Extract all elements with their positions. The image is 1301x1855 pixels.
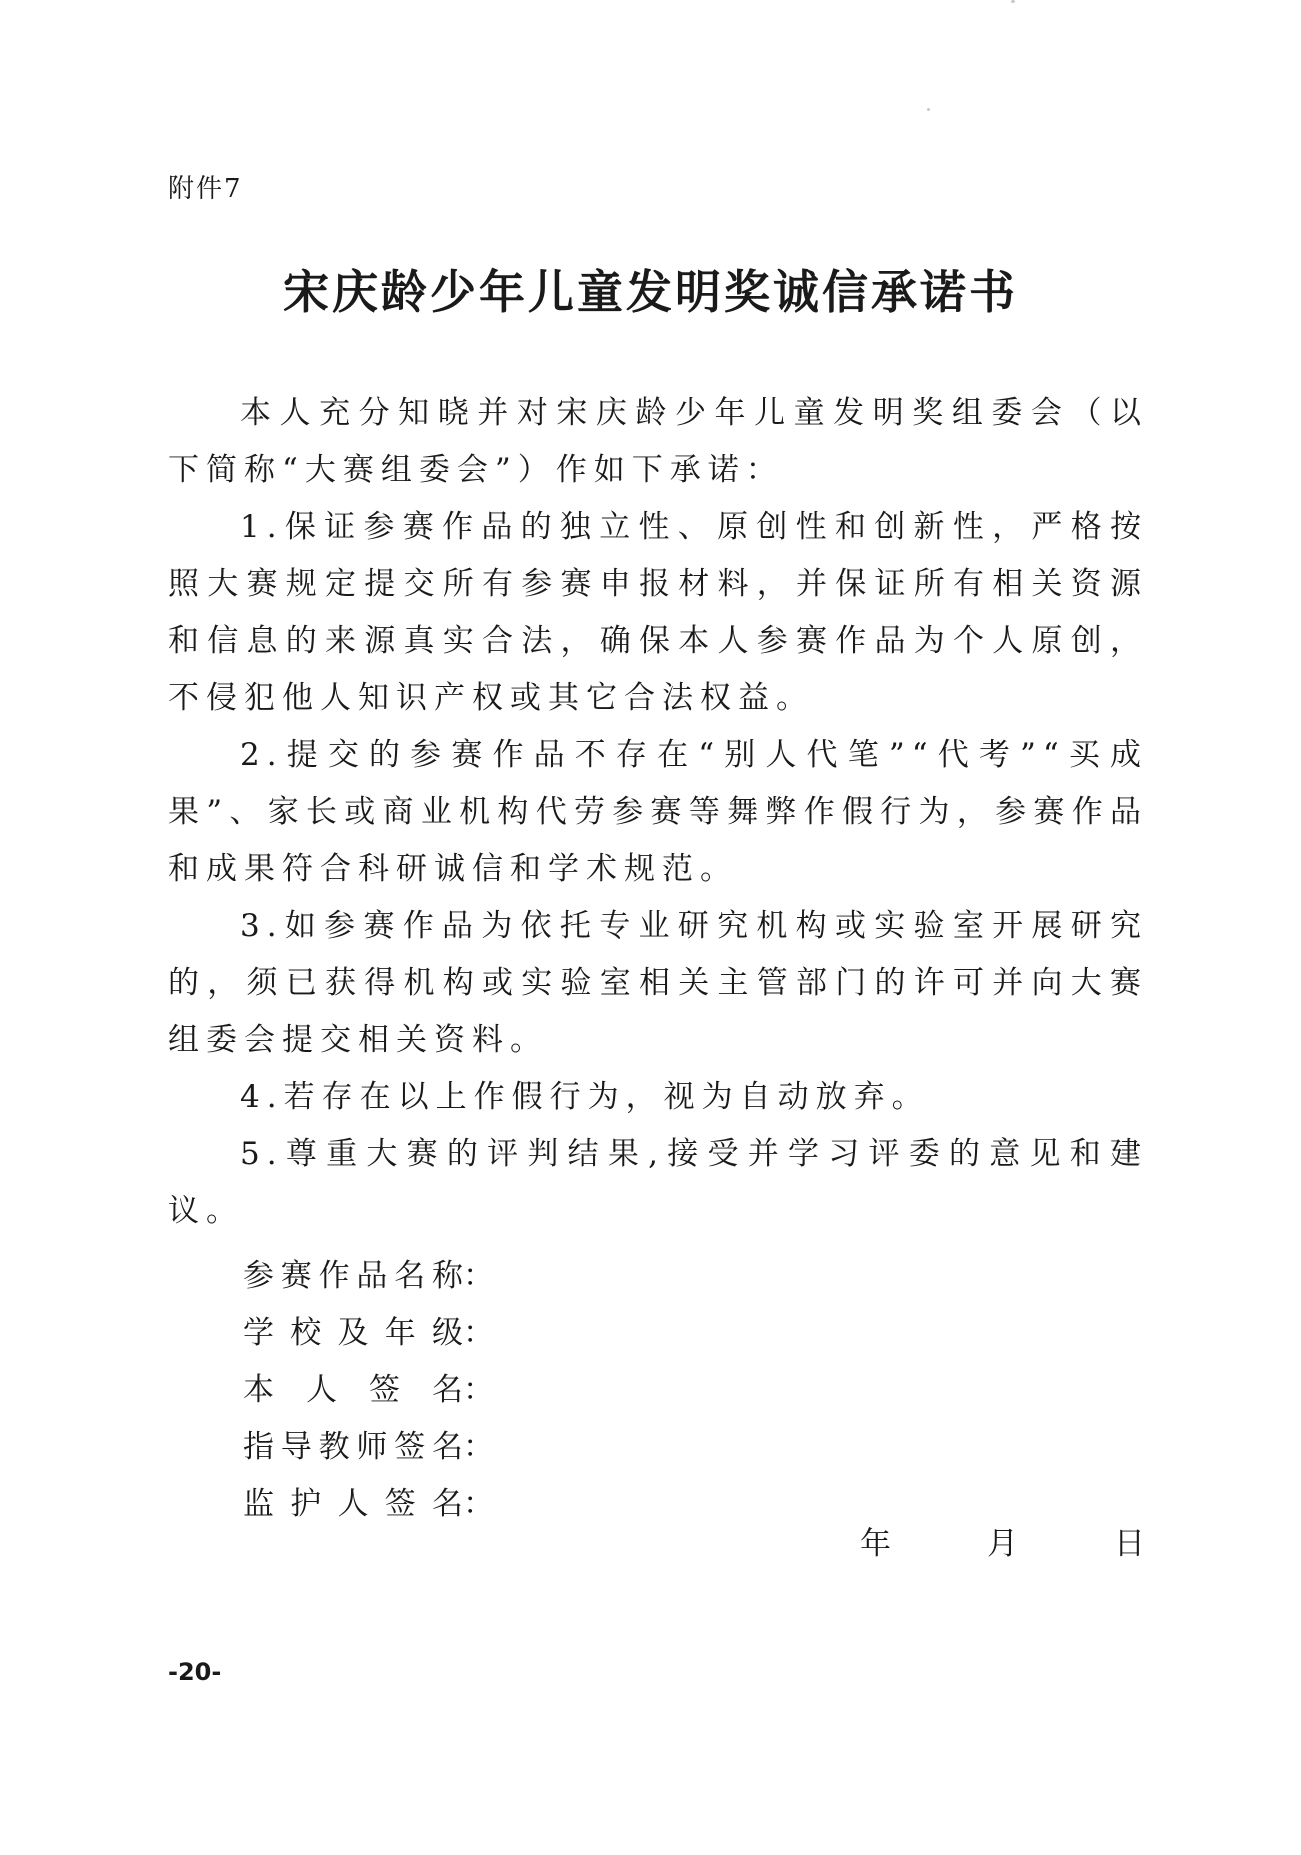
commitment-item-2: 2.提交的参赛作品不存在“别人代笔”“代考”“买成果”、家长或商业机构代劳参赛等舞弊作假行为，参赛作品和成果符合科研诚信和学术规范。 <box>168 737 1148 887</box>
guardian-signature-label: 监护人签名 <box>243 1486 463 1522</box>
work-name-label: 参赛作品名称 <box>243 1258 463 1294</box>
school-grade-row <box>243 1305 494 1362</box>
self-signature-row <box>243 1362 494 1419</box>
date-month: 月 <box>987 1526 1018 1562</box>
teacher-signature-row <box>243 1419 494 1476</box>
date-year: 年 <box>860 1526 891 1562</box>
guardian-signature-row <box>243 1476 494 1533</box>
commitment-item-1: 1.保证参赛作品的独立性、原创性和创新性，严格按照大赛规定提交所有参赛申报材料，并保证所有相关资源和信息的来源真实合法，确保本人参赛作品为个人原创，不侵犯他人知识产权或其它合法权益。 <box>168 509 1148 716</box>
field-colon: ： <box>463 1486 494 1522</box>
attachment-label: 附件7 <box>168 174 243 204</box>
field-colon: ： <box>463 1429 494 1465</box>
page-number: -20- <box>168 1658 222 1686</box>
field-colon: ： <box>463 1315 494 1351</box>
teacher-signature-label: 指导教师签名 <box>243 1429 463 1465</box>
commitment-item-3: 3.如参赛作品为依托专业研究机构或实验室开展研究的，须已获得机构或实验室相关主管部门的许可并向大赛组委会提交相关资料。 <box>168 908 1148 1058</box>
document-title: 宋庆龄少年儿童发明奖诚信承诺书 <box>283 265 1018 319</box>
scan-speck <box>927 108 930 111</box>
commitment-item-5: 5.尊重大赛的评判结果,接受并学习评委的意见和建议。 <box>168 1136 1148 1229</box>
date-day: 日 <box>1114 1526 1145 1562</box>
scan-speck <box>1011 0 1015 3</box>
signature-block <box>243 1248 494 1533</box>
date-line <box>860 1518 1145 1563</box>
school-grade-label: 学校及年级 <box>243 1315 463 1351</box>
work-name-row <box>243 1248 494 1305</box>
commitment-item-4: 4.若存在以上作假行为，视为自动放弃。 <box>240 1079 930 1115</box>
intro-paragraph: 本人充分知晓并对宋庆龄少年儿童发明奖组委会（以下简称“大赛组委会”）作如下承诺： <box>168 395 1148 488</box>
self-signature-label: 本人签名 <box>243 1372 463 1408</box>
commitment-body <box>168 385 1148 1240</box>
field-colon: ： <box>463 1372 494 1408</box>
field-colon: ： <box>463 1258 494 1294</box>
